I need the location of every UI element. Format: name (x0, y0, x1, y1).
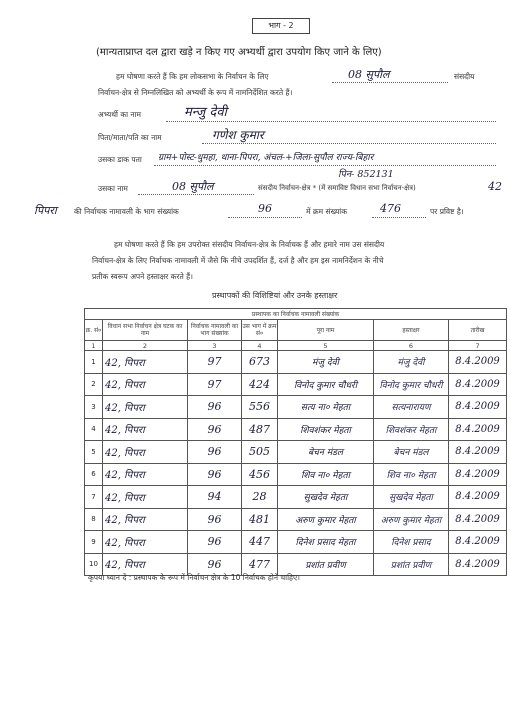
part-number-cell (188, 396, 242, 419)
sr-cell-text: 8 (91, 515, 96, 524)
date-cell-text: 8.4.2009 (455, 491, 500, 503)
full-name-cell-text: मंजु देवी (311, 358, 340, 369)
part-number-cell-text: 96 (207, 557, 222, 571)
serial-number-cell-text: 424 (249, 377, 270, 391)
constituency-cell-text: 42, पिपरा (105, 402, 145, 414)
full-name-cell (278, 351, 374, 374)
full-name-cell-text: विनोद कुमार चौधरी (293, 380, 358, 391)
signature-cell-text: बेचन मंडल (393, 448, 429, 459)
constituency-cell-text: 42, पिपरा (105, 560, 145, 572)
signature-cell (374, 508, 449, 531)
assembly-number-value: 42 (488, 180, 502, 193)
col-header-sr: क्र. सं० (85, 320, 103, 341)
part-number-cell (188, 441, 242, 464)
date-cell-text: 8.4.2009 (455, 446, 500, 458)
date-cell (449, 486, 507, 509)
table-row (85, 396, 507, 419)
constituency-cell (103, 531, 188, 554)
signature-cell-text: दिनेश प्रसाद (391, 538, 431, 549)
constituency-cell-text: 42, पिपरा (105, 492, 145, 504)
col-header-name: पूरा नाम (278, 320, 374, 341)
address-value: ग्राम+पोस्ट-धुमहा, थाना-पिपरा, अंचल-+जिला-सुपौल राज्य-बिहार (158, 153, 374, 163)
part-number-cell (188, 486, 242, 509)
serial-number-cell-text: 447 (249, 535, 270, 549)
signature-cell (374, 463, 449, 486)
sr-cell (85, 418, 103, 441)
pin-value: पिन- 852131 (338, 169, 394, 180)
table-caption: प्रस्थापकों की विशिष्टियां और उनके हस्ताक्षर (212, 291, 338, 300)
signature-cell (374, 553, 449, 576)
sr-cell (85, 531, 103, 554)
part-number-label: की निर्वाचक नामावली के भाग संख्यांक (74, 207, 179, 216)
full-name-cell (278, 463, 374, 486)
part-number-cell-text: 96 (207, 400, 222, 414)
sr-cell (85, 441, 103, 464)
signature-cell-text: मंजु देवी (397, 358, 425, 369)
roll-label-pre: उसका नाम (98, 184, 128, 193)
part-number-cell-text: 97 (207, 377, 222, 391)
declaration2-line3: प्रतीक स्वरूप अपने हस्ताक्षर करते हैं। (92, 272, 193, 281)
constituency-cell-text: 42, पिपरा (105, 537, 145, 549)
signature-cell (374, 486, 449, 509)
constituency-cell-text: 42, पिपरा (105, 380, 145, 392)
part-number-cell-text: 96 (207, 512, 222, 526)
serial-number-value: 476 (380, 202, 401, 215)
dotted-line (372, 217, 426, 218)
col-number: 5 (278, 341, 374, 351)
constituency-cell-text: 42, पिपरा (105, 470, 145, 482)
serial-number-cell-text: 556 (249, 400, 270, 414)
part-label: भाग - 2 (252, 18, 310, 34)
table-row (85, 351, 507, 374)
serial-number-cell (242, 351, 278, 374)
constituency-cell-text: 42, पिपरा (105, 425, 145, 437)
full-name-cell-text: सुखदेव मेहता (303, 493, 348, 504)
date-cell-text: 8.4.2009 (455, 401, 500, 413)
serial-number-cell-text: 505 (249, 445, 270, 459)
date-cell-text: 8.4.2009 (455, 558, 500, 570)
col-header-date: तारीख (449, 320, 507, 341)
full-name-cell-text: प्रशांत प्रवीण (305, 560, 346, 571)
sr-cell-text: 1 (91, 357, 96, 366)
signature-cell-text: विनोद कुमार चौधरी (379, 380, 443, 391)
full-name-cell-text: अरुण कुमार मेहता (295, 515, 356, 526)
full-name-cell (278, 531, 374, 554)
form-subtitle: (मान्यताप्राप्त दल द्वारा खड़े न किए गए अभ्यर्थी द्वारा उपयोग किए जाने के लिए) (96, 47, 382, 58)
serial-number-cell (242, 373, 278, 396)
declaration2-line1: हम घोषणा करते हैं कि हम उपरोक्त संसदीय निर्वाचन-क्षेत्र के निर्वाचक हैं और हमारे नाम उस संसदीय (114, 240, 385, 249)
signature-cell-text: प्रशांत प्रवीण (390, 560, 432, 571)
col-number: 2 (103, 341, 188, 351)
signature-cell-text: शिवशंकर मेहता (385, 425, 437, 436)
constituency-value: 08 सुपौल (348, 68, 390, 81)
dotted-line (228, 217, 302, 218)
sr-cell-text: 3 (91, 402, 96, 411)
date-cell (449, 531, 507, 554)
date-cell (449, 418, 507, 441)
constituency-cell (103, 463, 188, 486)
serial-number-cell-text: 28 (252, 490, 267, 504)
part-number-cell (188, 351, 242, 374)
relation-label: पिता/माता/पति का नाम (98, 133, 162, 142)
date-cell (449, 351, 507, 374)
assembly-name-value: पिपरा (34, 204, 57, 217)
sr-cell-text: 10 (89, 560, 98, 569)
declaration-line1-pre: हम घोषणा करते हैं कि हम लोकसभा के निर्वाचन के लिए (116, 72, 269, 81)
constituency-cell (103, 351, 188, 374)
sr-cell-text: 2 (91, 380, 96, 389)
table-row (85, 531, 507, 554)
signature-cell-text: अरुण कुमार मेहता (380, 515, 442, 526)
dotted-line (138, 194, 254, 195)
signature-cell-text: शिव ना० मेहता (386, 470, 436, 481)
full-name-cell-text: शिवशंकर मेहता (300, 425, 351, 436)
constituency-cell (103, 486, 188, 509)
serial-number-cell-text: 481 (249, 512, 270, 526)
part-number-cell (188, 373, 242, 396)
serial-number-cell-text: 456 (249, 467, 270, 481)
signature-cell-text: सत्यनारायण (391, 403, 431, 414)
date-cell-text: 8.4.2009 (455, 513, 500, 525)
part-number-cell-text: 96 (207, 535, 222, 549)
full-name-cell (278, 441, 374, 464)
table-row (85, 441, 507, 464)
constituency-cell (103, 508, 188, 531)
date-cell-text: 8.4.2009 (455, 423, 500, 435)
col-header-part: निर्वाचक नामावली का भाग संख्यांक (188, 320, 242, 341)
date-cell-text: 8.4.2009 (455, 378, 500, 390)
sr-cell-text: 9 (91, 537, 96, 546)
serial-number-cell (242, 396, 278, 419)
signature-cell (374, 351, 449, 374)
serial-number-cell (242, 418, 278, 441)
col-number: 4 (242, 341, 278, 351)
part-number-cell (188, 463, 242, 486)
sr-cell (85, 373, 103, 396)
col-header-constituency: विधान सभा निर्वाचन क्षेत्र घटक का नाम (103, 320, 188, 341)
serial-number-cell (242, 531, 278, 554)
sr-cell (85, 486, 103, 509)
serial-number-cell-text: 673 (249, 355, 270, 369)
sr-cell (85, 463, 103, 486)
constituency-cell (103, 396, 188, 419)
full-name-cell (278, 373, 374, 396)
date-cell (449, 463, 507, 486)
dotted-line (154, 165, 496, 166)
signature-cell (374, 441, 449, 464)
full-name-cell (278, 486, 374, 509)
date-cell (449, 396, 507, 419)
sr-cell-text: 7 (91, 492, 96, 501)
entered-label: पर प्रविष्ट है। (430, 207, 464, 216)
candidate-name-label: अभ्यर्थी का नाम (98, 110, 141, 119)
date-cell (449, 508, 507, 531)
candidate-name-value: मन्जु देवी (184, 105, 227, 120)
part-number-cell (188, 418, 242, 441)
dotted-line (332, 82, 448, 83)
address-label: उसका डाक पता (98, 155, 142, 164)
table-row (85, 486, 507, 509)
full-name-cell (278, 396, 374, 419)
part-number-value: 96 (258, 202, 272, 215)
col-header-signature: हस्ताक्षर (374, 320, 449, 341)
date-cell-text: 8.4.2009 (455, 536, 500, 548)
dotted-line (202, 143, 496, 144)
table-row (85, 463, 507, 486)
part-number-cell (188, 508, 242, 531)
sr-cell-text: 6 (91, 470, 96, 479)
dotted-line (166, 121, 496, 122)
col-header-serial: उस भाग में क्रम सं० (242, 320, 278, 341)
full-name-cell-text: शिव ना० मेहता (301, 470, 350, 481)
col-number: 6 (374, 341, 449, 351)
proposers-table (84, 308, 507, 576)
table-row (85, 418, 507, 441)
full-name-cell-text: दिनेश प्रसाद मेहता (295, 538, 356, 549)
serial-number-label: में क्रम संख्यांक (306, 207, 348, 216)
constituency-cell-text: 42, पिपरा (105, 447, 145, 459)
date-cell (449, 553, 507, 576)
signature-cell (374, 373, 449, 396)
roll-label-mid: संसदीय निर्वाचन-क्षेत्र * (में समाविष्ट विधान सभा निर्वाचन-क्षेत्र) (258, 184, 416, 192)
table-row (85, 373, 507, 396)
constituency-cell (103, 418, 188, 441)
relation-value: गणेश कुमार (212, 128, 264, 142)
sr-cell (85, 508, 103, 531)
part-number-cell-text: 96 (207, 422, 222, 436)
full-name-cell-text: सत्य ना० मेहता (300, 403, 351, 414)
date-cell-text: 8.4.2009 (455, 356, 500, 368)
serial-number-cell (242, 486, 278, 509)
serial-number-cell-text: 477 (249, 557, 270, 571)
part-number-cell (188, 531, 242, 554)
part-number-cell-text: 96 (207, 445, 222, 459)
part-number-cell-text: 94 (207, 490, 222, 504)
sr-cell (85, 351, 103, 374)
serial-number-cell (242, 508, 278, 531)
serial-number-cell-text: 487 (249, 422, 270, 436)
declaration-line1-post: संसदीय (454, 72, 475, 81)
col-number: 1 (85, 341, 103, 351)
full-name-cell (278, 418, 374, 441)
serial-number-cell (242, 441, 278, 464)
signature-cell (374, 418, 449, 441)
table-group-header: प्रस्थापक का निर्वाचक नामावली संख्यांक (85, 309, 507, 320)
full-name-cell (278, 508, 374, 531)
part-number-cell-text: 96 (207, 467, 222, 481)
declaration-line2: निर्वाचन-क्षेत्र से निम्नलिखित को अभ्यर्थी के रूप में नामनिर्देशित करते हैं। (98, 88, 293, 97)
footer-note: कृपया ध्यान दें : प्रस्थापक के रूप में निर्वाचन क्षेत्र के 10 निर्वाचक होने चाहिए। (88, 573, 301, 582)
declaration2-line2: निर्वाचन-क्षेत्र के लिए निर्वाचक नामावली में जैसे कि नीचे उपदर्शित हैं, दर्ज है और हम इस नामनिर्देशन के नीचे (92, 256, 384, 265)
signature-cell-text: सुखदेव मेहता (389, 493, 433, 504)
col-number: 3 (188, 341, 242, 351)
sr-cell-text: 4 (91, 425, 96, 434)
date-cell (449, 441, 507, 464)
col-number: 7 (449, 341, 507, 351)
constituency-cell-text: 42, पिपरा (105, 515, 145, 527)
date-cell-text: 8.4.2009 (455, 468, 500, 480)
sr-cell (85, 396, 103, 419)
sr-cell-text: 5 (91, 447, 96, 456)
date-cell (449, 373, 507, 396)
signature-cell (374, 531, 449, 554)
constituency-cell (103, 373, 188, 396)
serial-number-cell (242, 463, 278, 486)
full-name-cell-text: बेचन मंडल (307, 448, 343, 459)
signature-cell (374, 396, 449, 419)
constituency-cell-text: 42, पिपरा (105, 357, 145, 369)
constituency-cell (103, 441, 188, 464)
table-row (85, 508, 507, 531)
roll-constituency-value: 08 सुपौल (172, 180, 214, 193)
part-number-cell-text: 97 (207, 355, 222, 369)
